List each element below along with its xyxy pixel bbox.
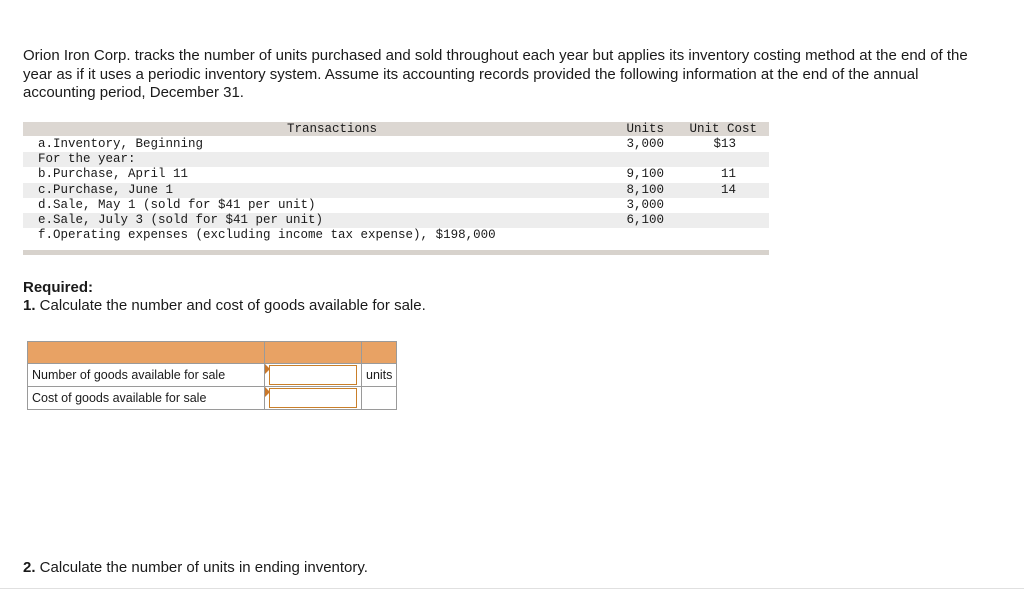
row-unit-cost: 11 <box>720 167 736 181</box>
input-flag-icon <box>265 364 270 374</box>
answer-label: Cost of goods available for sale <box>28 387 265 410</box>
header-unit-cost: Unit Cost <box>689 122 757 136</box>
required-heading: Required: <box>23 279 94 296</box>
header-transactions: Transactions <box>287 122 378 136</box>
row-unit-cost: 14 <box>720 183 736 197</box>
row-label: a.Inventory, Beginning <box>38 137 204 151</box>
number-available-input[interactable] <box>269 365 357 385</box>
answer-unit: units <box>362 364 397 387</box>
cost-available-input[interactable] <box>269 388 357 408</box>
row-label: For the year: <box>38 152 136 166</box>
row-label: f.Operating expenses (excluding income tax expense), $198,000 <box>38 228 496 242</box>
row-units: 8,100 <box>626 183 664 197</box>
problem-intro: Orion Iron Corp. tracks the number of units purchased and sold throughout each year but applies its inventory costing method at the end of the year as if it uses a periodic inventory system. Assume its accounting records provided the following information at the end of the annual accounting period, December 31. <box>23 47 968 101</box>
question-1: 1. Calculate the number and cost of goods available for sale. <box>23 297 426 314</box>
row-units: 3,000 <box>626 198 664 212</box>
input-flag-icon <box>265 387 270 397</box>
row-label: d.Sale, May 1 (sold for $41 per unit) <box>38 198 316 212</box>
row-label: c.Purchase, June 1 <box>38 183 174 197</box>
page-divider <box>0 588 1024 589</box>
transactions-bottom-rule <box>23 250 769 255</box>
question-2: 2. Calculate the number of units in ending inventory. <box>23 559 368 576</box>
row-units: 3,000 <box>626 137 664 151</box>
row-label: b.Purchase, April 11 <box>38 167 189 181</box>
answer-row-cost <box>28 387 397 410</box>
answer-row-number <box>28 364 397 387</box>
answer-unit <box>362 387 397 410</box>
transactions-table <box>23 120 769 256</box>
row-unit-cost: $13 <box>713 137 736 151</box>
header-units: Units <box>626 122 664 136</box>
row-units: 9,100 <box>626 167 664 181</box>
row-units: 6,100 <box>626 213 664 227</box>
answer-table-header <box>28 342 397 364</box>
row-label: e.Sale, July 3 (sold for $41 per unit) <box>38 213 324 227</box>
answer-table <box>27 341 397 410</box>
answer-label: Number of goods available for sale <box>28 364 265 387</box>
